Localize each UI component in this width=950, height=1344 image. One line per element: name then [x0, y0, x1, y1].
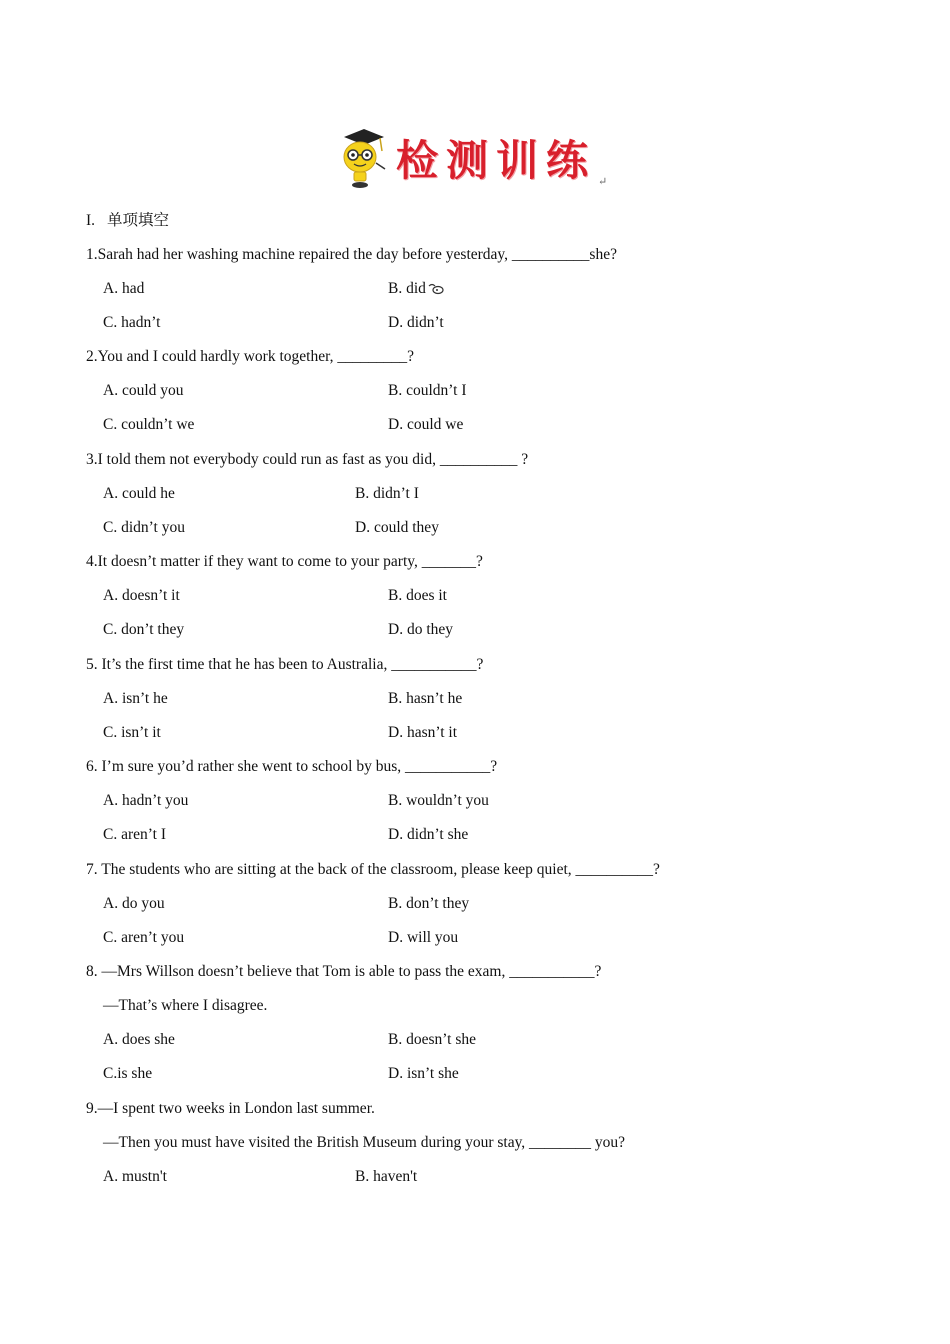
option-b-text: B. did: [388, 280, 426, 297]
option-b: B. didn’t I: [355, 485, 419, 502]
question-stem: 3.I told them not everybody could run as fast as you did, __________ ?: [86, 451, 529, 468]
option-a: A. do you: [103, 895, 165, 912]
option-b: B. hasn’t he: [388, 690, 463, 707]
option-b: B. wouldn’t you: [388, 792, 489, 809]
option-b: B. does it: [388, 587, 447, 604]
dialogue-reply: —Then you must have visited the British Museum during your stay, ________ you?: [103, 1134, 626, 1151]
question-stem: 8. —Mrs Willson doesn’t believe that Tom is able to pass the exam, ___________?: [86, 963, 602, 980]
option-d: D. could we: [388, 416, 464, 433]
option-d: D. isn’t she: [388, 1065, 459, 1082]
option-c: C. don’t they: [103, 621, 185, 638]
dialogue-reply: —That’s where I disagree.: [103, 997, 268, 1014]
option-c: C. aren’t I: [103, 826, 166, 843]
option-c: C. couldn’t we: [103, 416, 195, 433]
option-d: D. do they: [388, 621, 454, 638]
option-c: C. hadn’t: [103, 314, 161, 331]
return-mark: ↵: [598, 176, 608, 188]
option-a: A. hadn’t you: [103, 792, 189, 809]
question-stem: 7. The students who are sitting at the back of the classroom, please keep quiet, __________?: [86, 861, 660, 878]
question-stem: 1.Sarah had her washing machine repaired the day before yesterday, __________she?: [86, 246, 617, 263]
option-a: A. isn’t he: [103, 690, 168, 707]
option-b: B. doesn’t she: [388, 1031, 476, 1048]
question-stem: 2.You and I could hardly work together, _________?: [86, 348, 414, 365]
option-a: A. had: [103, 280, 145, 297]
option-b: [388, 278, 445, 300]
option-b: B. haven't: [355, 1168, 418, 1185]
section-heading: [86, 208, 169, 230]
option-d: D. didn’t: [388, 314, 444, 331]
question-stem: 4.It doesn’t matter if they want to come to your party, _______?: [86, 553, 483, 570]
option-c: C. aren’t you: [103, 929, 185, 946]
question-stem: 5. It’s the first time that he has been to Australia, ___________?: [86, 656, 484, 673]
section-title: 单项填空: [107, 212, 170, 229]
option-c: C. didn’t you: [103, 519, 185, 536]
option-c: C.is she: [103, 1065, 153, 1082]
option-a: A. does she: [103, 1031, 175, 1048]
question-stem: 9.—I spent two weeks in London last summer.: [86, 1100, 375, 1117]
mouse-icon: [427, 283, 445, 295]
option-b: B. don’t they: [388, 895, 470, 912]
option-c: C. isn’t it: [103, 724, 161, 741]
option-a: A. could you: [103, 382, 184, 399]
option-a: A. mustn't: [103, 1168, 167, 1185]
page-title: [338, 126, 607, 190]
question-stem: 6. I’m sure you’d rather she went to school by bus, ___________?: [86, 758, 498, 775]
option-d: D. hasn’t it: [388, 724, 458, 741]
option-a: A. could he: [103, 485, 175, 502]
option-b: B. couldn’t I: [388, 382, 467, 399]
title-text: 检测训练: [396, 136, 597, 185]
option-d: D. could they: [355, 519, 439, 536]
option-a: A. doesn’t it: [103, 587, 180, 604]
section-number: I.: [86, 212, 96, 229]
option-d: D. will you: [388, 929, 459, 946]
option-d: D. didn’t she: [388, 826, 469, 843]
graduate-mascot-icon: [338, 127, 388, 189]
